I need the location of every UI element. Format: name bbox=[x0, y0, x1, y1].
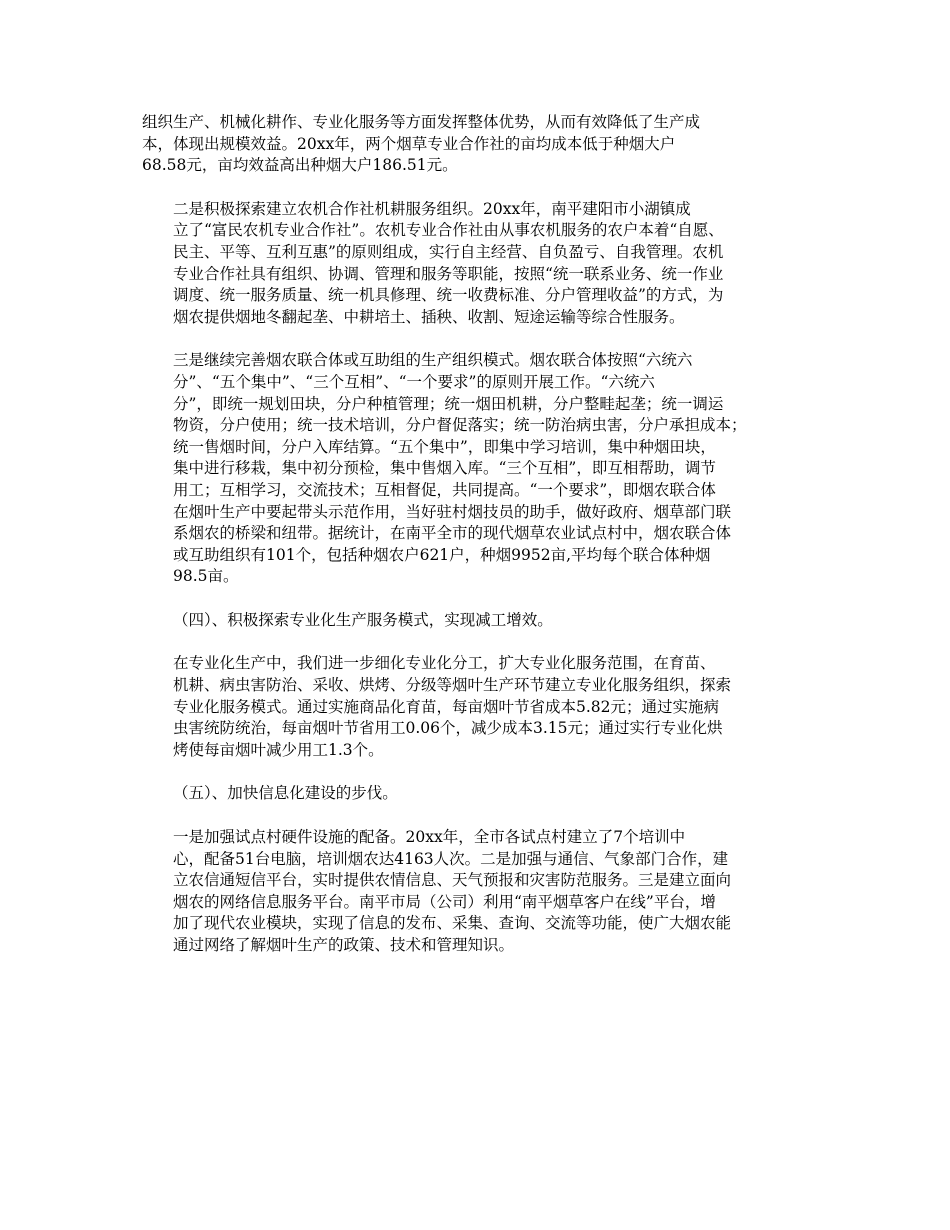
section-heading-specialization bbox=[142, 610, 850, 632]
text-line: （五）、加快信息化建设的步伐。 bbox=[173, 784, 398, 803]
text-line: 用工；互相学习，交流技术；互相督促，共同提高。“一个要求”，即烟农联合体 bbox=[173, 480, 716, 499]
text-line: 专业化服务模式。通过实施商品化育苗，每亩烟叶节省成本5.82元；通过实施病 bbox=[173, 697, 720, 716]
text-line: （四）、积极探索专业化生产服务模式，实现减工增效。 bbox=[173, 610, 553, 629]
text-line: 烟农的网络信息服务平台。南平市局（公司）利用“南平烟草客户在线”平台，增 bbox=[173, 892, 716, 911]
text-line: 调度、统一服务质量、统一机具修理、统一收费标准、分户管理收益”的方式，为 bbox=[173, 286, 724, 305]
paragraph-scale-benefit bbox=[142, 112, 850, 177]
paragraph-farmer-union bbox=[142, 350, 850, 588]
text-line: 加了现代农业模块，实现了信息的发布、采集、查询、交流等功能，使广大烟农能 bbox=[173, 914, 732, 933]
text-line: 68.58元，亩均效益高出种烟大户186.51元。 bbox=[142, 156, 458, 175]
paragraph-specialized-production bbox=[142, 653, 850, 761]
text-line: 98.5亩。 bbox=[173, 567, 239, 586]
text-line: 物资，分户使用；统一技术培训，分户督促落实；统一防治病虫害，分户承担成本； bbox=[173, 416, 747, 435]
text-line: 集中进行移栽，集中初分预检，集中售烟入库。“三个互相”，即互相帮助，调节 bbox=[173, 459, 716, 478]
text-line: 烤使每亩烟叶减少用工1.3个。 bbox=[173, 740, 384, 759]
text-line: 立农信通短信平台，实时提供农情信息、天气预报和灾害防范服务。三是建立面向 bbox=[173, 871, 732, 890]
text-line: 二是积极探索建立农机合作社机耕服务组织。20xx年，南平建阳市小湖镇成 bbox=[173, 199, 691, 218]
text-line: 在烟叶生产中要起带头示范作用，当好驻村烟技员的助手，做好政府、烟草部门联 bbox=[173, 502, 732, 521]
text-line: 一是加强试点村硬件设施的配备。20xx年，全市各试点村建立了7个培训中 bbox=[173, 828, 686, 847]
text-line: 烟农提供烟地冬翻起垄、中耕培土、插秧、收割、短途运输等综合性服务。 bbox=[173, 307, 685, 326]
text-line: 三是继续完善烟农联合体或互助组的生产组织模式。烟农联合体按照“六统六 bbox=[173, 351, 693, 370]
text-line: 专业合作社具有组织、协调、管理和服务等职能，按照“统一联系业务、统一作业 bbox=[173, 264, 724, 283]
text-line: 系烟农的桥梁和纽带。据统计，在南平全市的现代烟草农业试点村中，烟农联合体 bbox=[173, 524, 732, 543]
text-line: 组织生产、机械化耕作、专业化服务等方面发挥整体优势，从而有效降低了生产成 bbox=[142, 113, 701, 131]
text-line: 心，配备51台电脑，培训烟农达4163人次。二是加强与通信、气象部门合作，建 bbox=[173, 849, 729, 868]
paragraph-machinery-cooperative bbox=[142, 199, 850, 329]
text-line: 机耕、病虫害防治、采收、烘烤、分级等烟叶生产环节建立专业化服务组织，探索 bbox=[173, 676, 732, 695]
paragraph-informatization bbox=[142, 827, 850, 957]
text-line: 通过网络了解烟叶生产的政策、技术和管理知识。 bbox=[173, 936, 515, 954]
text-line: 统一售烟时间，分户入库结算。“五个集中”，即集中学习培训，集中种烟田块， bbox=[173, 437, 716, 456]
text-line: 在专业化生产中，我们进一步细化专业化分工，扩大专业化服务范围，在育苗、 bbox=[173, 654, 716, 673]
text-line: 分”，即统一规划田块，分户种植管理；统一烟田机耕，分户整畦起垄；统一调运 bbox=[173, 394, 724, 413]
text-line: 虫害统防统治，每亩烟叶节省用工0.06个，减少成本3.15元；通过实行专业化烘 bbox=[173, 719, 723, 738]
section-heading-informatization bbox=[142, 783, 850, 805]
text-line: 分”、“五个集中”、“三个互相”、“一个要求”的原则开展工作。“六统六 bbox=[173, 372, 655, 391]
text-line: 本，体现出规模效益。20xx年，两个烟草专业合作社的亩均成本低于种烟大户 bbox=[142, 134, 676, 153]
text-line: 或互助组织有101个，包括种烟农户621户，种烟9952亩,平均每个联合体种烟 bbox=[173, 545, 711, 564]
text-line: 民主、平等、互利互惠”的原则组成，实行自主经营、自负盈亏、自我管理。农机 bbox=[173, 242, 724, 261]
text-line: 立了“富民农机专业合作社”。农机专业合作社由从事农机服务的农户本着“自愿、 bbox=[173, 221, 724, 240]
